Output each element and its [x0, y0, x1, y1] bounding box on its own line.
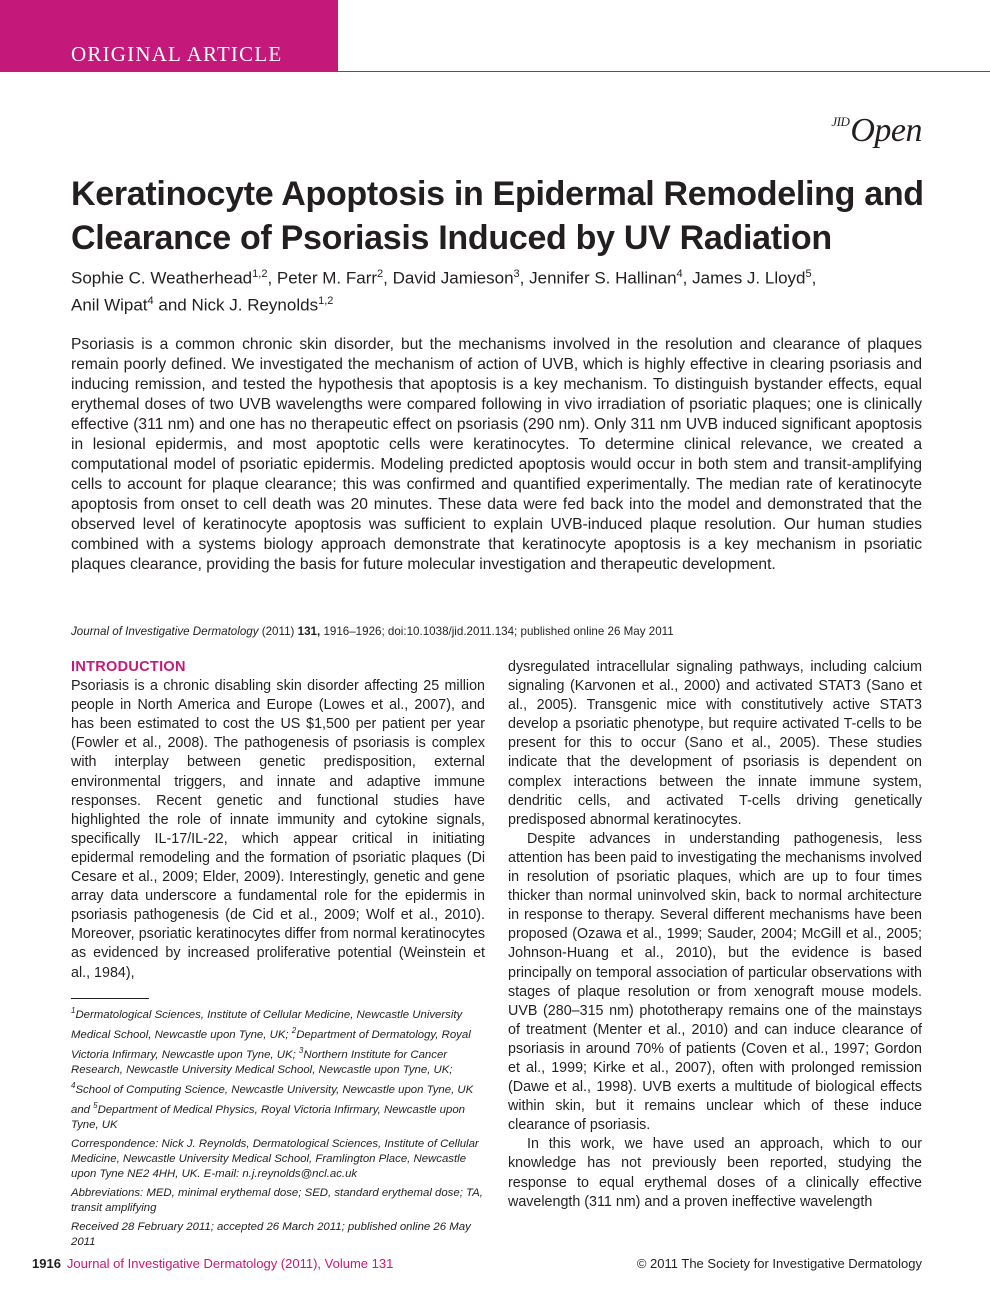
author-list [71, 263, 931, 316]
jid-open-logo [831, 112, 922, 150]
citation-year: (2011) [258, 625, 298, 638]
abstract: Psoriasis is a common chronic skin disorder, but the mechanisms involved in the resolution and clearance of plaques remain poorly defined. We investigated the mechanism of action of UVB, which is highly effective in clearing psoriasis and inducing remission, and tested the hypothesis that apoptosis is a key mechanism. To distinguish bystander effects, equal erythemal doses of two UVB wavelengths were compared following in vivo irradiation of psoriatic plaques; one is clinically effective (311 nm) and one has no therapeutic effect on psoriasis (290 nm). Only 311 nm UVB induced significant apoptosis in lesional epidermis, and most apoptotic cells were keratinocytes. To determine clinical relevance, we created a computational model of psoriatic epidermis. Modeling predicted apoptosis would occur in both stem and transit-amplifying cells to account for plaque clearance; this was confirmed and quantified experimentally. The median rate of keratinocyte apoptosis from onset to cell death was 20 minutes. These data were fed back into the model and demonstrated that the observed level of keratinocyte apoptosis was sufficient to explain UVB-induced plaque resolution. Our human studies combined with a systems biology approach demonstrate that keratinocyte apoptosis is a key mechanism in psoriatic plaques clearance, providing the basis for future molecular investigation and therapeutic development. [71, 336, 922, 573]
body-paragraph: Psoriasis is a chronic disabling skin disorder affecting 25 million people in North America and Europe (Lowes et al., 2007), and has been estimated to cost the US $1,500 per patient per year (Fowler et al., 2008). The pathogenesis of psoriasis is complex with interplay between genetic predisposition, external environmental triggers, and innate and adaptive immune responses. Recent genetic and functional studies have highlighted the role of innate immunity and cytokine signals, specifically IL-17/IL-22, which appear critical in initiating epidermal remodeling and the formation of psoriatic plaques (Di Cesare et al., 2009; Elder, 2009). Interestingly, genetic and gene array data underscore a fundamental role for the epidermis in psoriasis pathogenesis (de Cid et al., 2009; Wolf et al., 2010). Moreover, psoriatic keratinocytes differ from normal keratinocytes as evidenced by increased proliferative potential (Weinstein et al., 1984), [71, 678, 485, 981]
author-affiliation-mark: 1,2 [252, 268, 268, 280]
body-right-column [508, 658, 922, 1212]
author-affiliation-mark: 4 [147, 294, 154, 307]
author-name: Jennifer S. Hallinan [529, 268, 677, 288]
abbreviations: Abbreviations: MED, minimal erythemal dose; SED, standard erythemal dose; TA, transit amplifying [71, 1186, 483, 1215]
citation-line [71, 624, 931, 640]
header-rule [338, 71, 990, 72]
author-name: James J. Lloyd [692, 268, 806, 288]
jid-logo-prefix: JID [831, 114, 850, 129]
affiliation-number: 5 [93, 1100, 98, 1110]
footnotes [71, 1003, 485, 1254]
body-paragraph: Despite advances in understanding pathogenesis, less attention has been paid to investigating the mechanisms involved in resolution of psoriatic plaques, which are up to four times thicker than normal uninvolved skin, back to normal architecture in response to therapy. Several different mechanisms have been proposed (Ozawa et al., 1999; Sauder, 2004; McGill et al., 2005; Johnson-Huang et al., 2010), but the evidence is based principally on temporal association of particular observations with stages of plaque resolution or from xenograft mouse models. UVB (280–315 nm) phototherapy remains one of the mainstays of treatment (Menter et al., 2010) and can induce clearance of psoriasis in around 70% of patients (Coven et al., 1997; Gordon et al., 1999; Kirke et al., 2007), often with prolonged remission (Dawe et al., 1998). UVB exerts a multitude of biological effects within skin, but it remains unclear which of these induce clearance of psoriasis. [508, 830, 922, 1134]
author-separator: , [682, 268, 693, 288]
affiliation-number: 4 [71, 1080, 76, 1090]
jid-logo-main: Open [850, 112, 922, 149]
citation-journal: Journal of Investigative Dermatology [71, 625, 259, 638]
affiliation-text: Department of Dermatology, Royal Victoria Infirmary, Newcastle upon Tyne, UK; [71, 1028, 471, 1061]
author-separator: , [383, 268, 393, 288]
affiliation-number: 1 [71, 1006, 76, 1015]
affiliation-text: Dermatological Sciences, Institute of Cellular Medicine, Newcastle University Medical School, Newcastle upon Tyne, UK; [71, 1008, 463, 1041]
citation-volume: 131, [297, 625, 321, 638]
author-affiliation-mark: 1,2 [318, 294, 334, 307]
body-left-column [71, 658, 485, 983]
author-affiliation-mark: 2 [377, 268, 384, 280]
page-footer [32, 1256, 922, 1271]
author-name: David Jamieson [392, 268, 514, 288]
author-separator: , [811, 268, 817, 288]
footer-copyright: © 2011 The Society for Investigative Dermatology [636, 1256, 922, 1271]
author-name: Sophie C. Weatherhead [71, 268, 253, 288]
citation-pages-doi: 1916–1926; doi:10.1038/jid.2011.134; published online 26 May 2011 [320, 625, 674, 638]
footer-journal: Journal of Investigative Dermatology (2011), Volume 131 [66, 1256, 394, 1271]
footnote-divider [71, 998, 149, 999]
affiliation-text: Northern Institute for Cancer Research, Newcastle University Medical School, Newcastle upon Tyne, UK; [71, 1048, 453, 1076]
affiliation-number: 2 [291, 1025, 297, 1035]
received-dates: Received 28 February 2011; accepted 26 March 2011; published online 26 May 2011 [71, 1221, 471, 1249]
author-separator: and [153, 295, 192, 315]
affiliation-text: School of Computing Science, Newcastle University, Newcastle upon Tyne, UK and [71, 1083, 474, 1116]
author-separator: , [519, 268, 530, 288]
author-separator: , [267, 268, 277, 288]
affiliation-number: 3 [298, 1045, 304, 1055]
body-paragraph: In this work, we have used an approach, which to our knowledge has not previously been reported, studying the response to equal erythemal doses of a clinically effective wavelength (311 nm) and a proven ineffective wavelength [508, 1136, 922, 1210]
article-type-label: ORIGINAL ARTICLE [71, 42, 283, 66]
page-number: 1916 [32, 1256, 61, 1271]
body-paragraph: dysregulated intracellular signaling pathways, including calcium signaling (Karvonen et al., 2000) and activated STAT3 (Sano et al., 2005). Transgenic mice with constitutively active STAT3 develop a psoriatic phenotype, but require activated T-cells to be present for this to occur (Sano et al., 2005). These studies indicate that the development of psoriasis is dependent on complex interactions between the innate immune system, dendritic cells, and activated T-cells driving genetically predisposed abnormal keratinocytes. [508, 659, 922, 828]
author-name: Nick J. Reynolds [191, 295, 319, 315]
author-affiliation-mark: 3 [513, 268, 520, 280]
author-name: Peter M. Farr [276, 268, 378, 288]
affiliations [71, 1003, 485, 1133]
affiliation-text: Department of Medical Physics, Royal Victoria Infirmary, Newcastle upon Tyne, UK [71, 1103, 466, 1131]
author-name: Anil Wipat [71, 295, 148, 315]
author-affiliation-mark: 4 [676, 268, 683, 280]
correspondence: Correspondence: Nick J. Reynolds, Dermatological Sciences, Institute of Cellular Medicine, Newcastle University Medical School, Framlington Place, Newcastle upon Tyne NE2 4HH, UK. E-mail: n.j.reynolds@ncl.ac.uk [71, 1137, 479, 1180]
article-type-banner [0, 0, 338, 72]
author-affiliation-mark: 5 [805, 268, 812, 280]
article-title: Keratinocyte Apoptosis in Epidermal Remodeling and Clearance of Psoriasis Induced by UV Radiation [71, 175, 924, 257]
introduction-heading: INTRODUCTION [71, 659, 186, 675]
